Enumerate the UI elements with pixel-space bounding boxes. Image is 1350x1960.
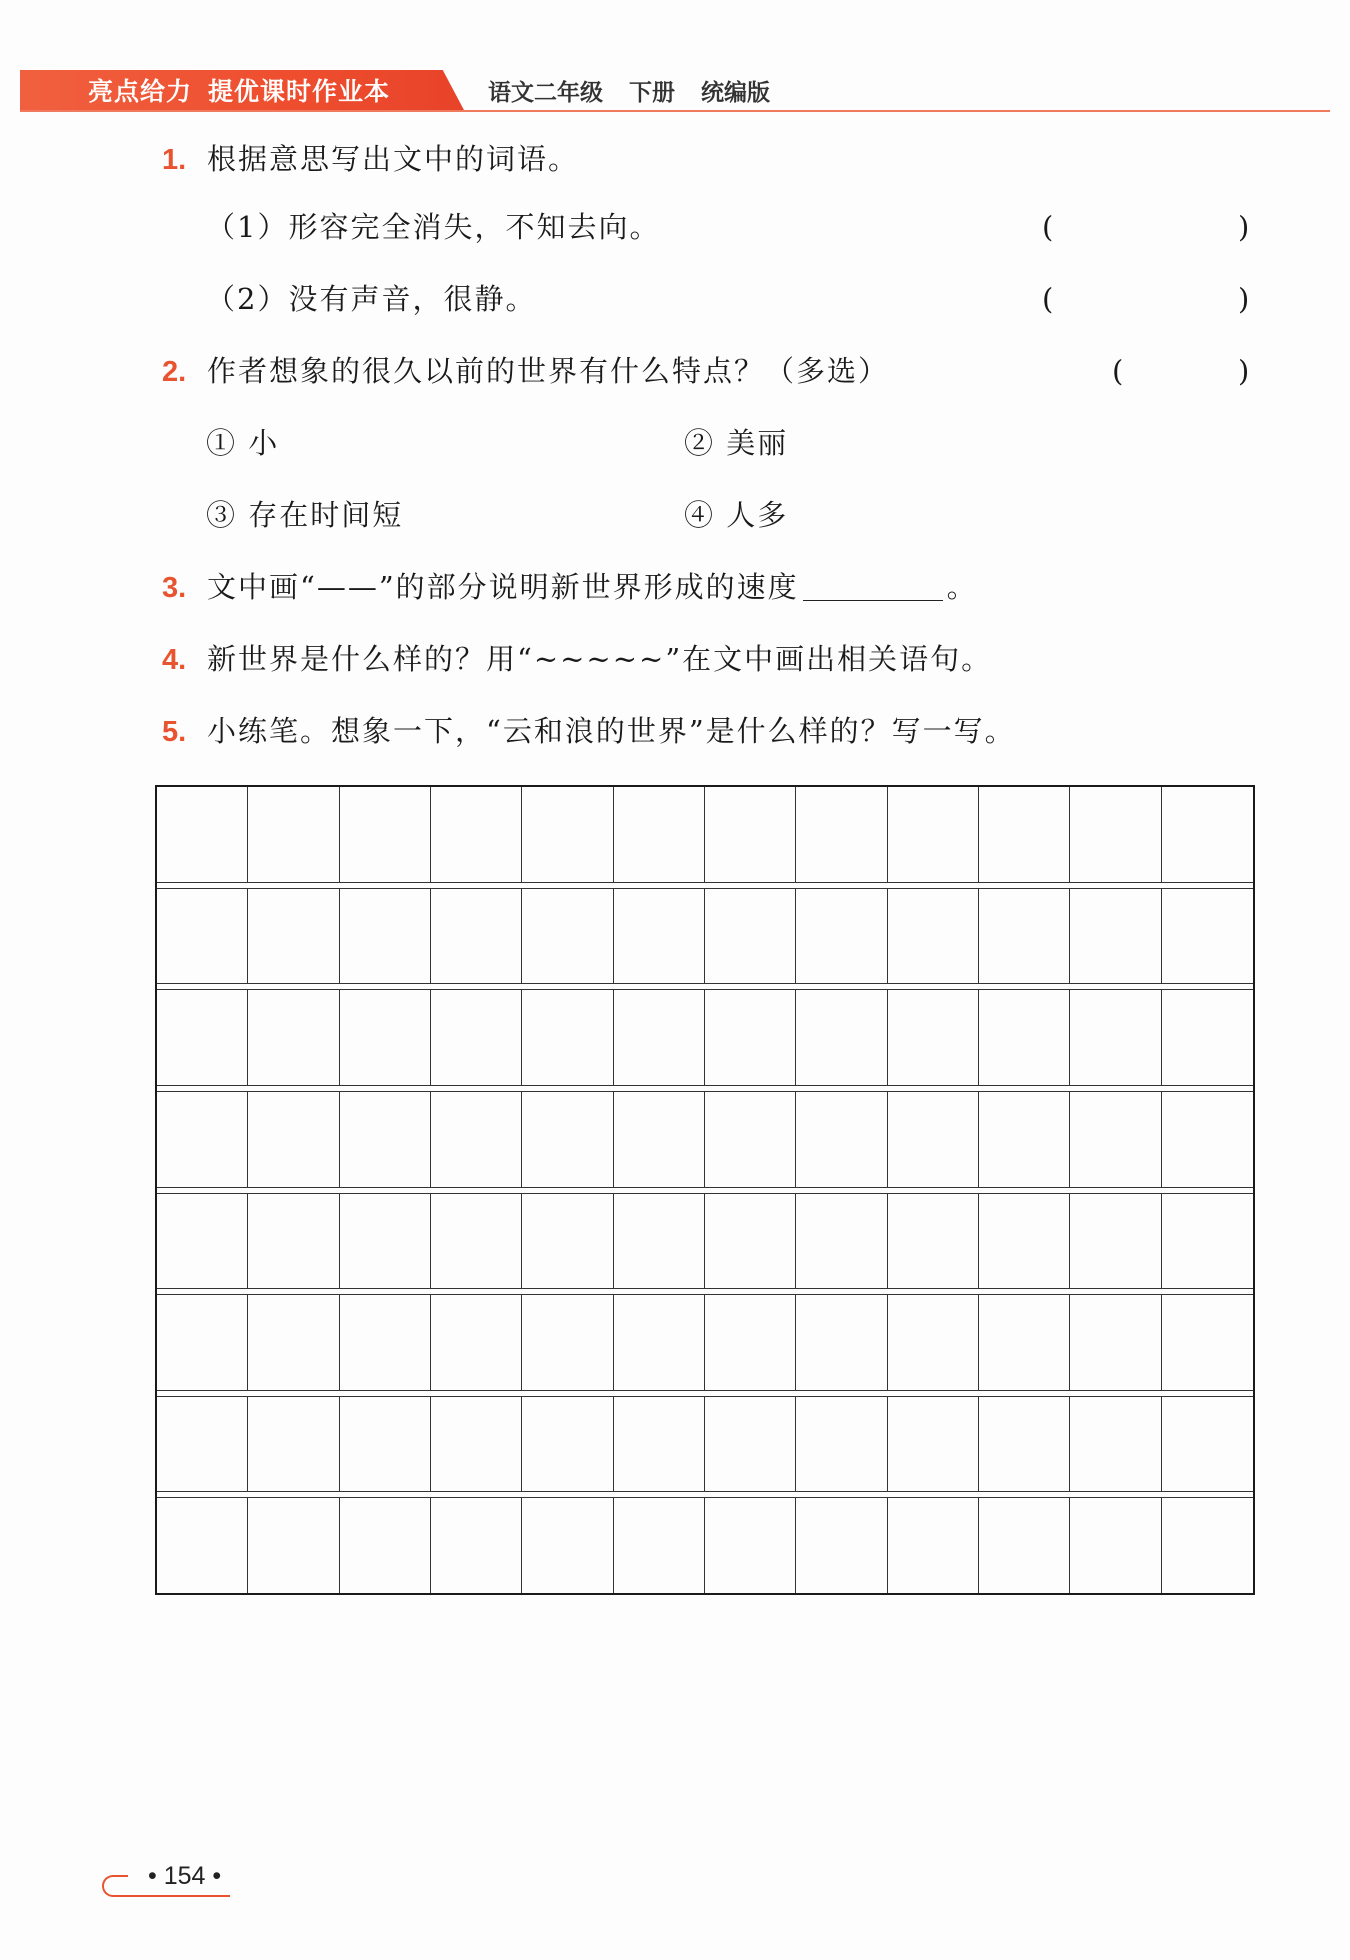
grid-row-separator — [157, 983, 1253, 990]
grid-cell[interactable] — [248, 889, 339, 984]
grid-cell[interactable] — [705, 787, 796, 882]
option-text: 人多 — [726, 498, 789, 532]
option-text: 存在时间短 — [248, 498, 404, 532]
grid-cell[interactable] — [1162, 1397, 1253, 1492]
grid-cell[interactable] — [248, 1498, 339, 1593]
grid-cell[interactable] — [431, 1092, 522, 1187]
grid-cell[interactable] — [705, 1295, 796, 1390]
grid-row — [157, 1397, 1253, 1492]
option-mark: ② — [684, 426, 716, 460]
grid-cell[interactable] — [705, 1092, 796, 1187]
grid-cell[interactable] — [614, 889, 705, 984]
grid-cell[interactable] — [522, 1194, 613, 1289]
writing-grid[interactable] — [155, 785, 1255, 1595]
question-text: 作者想象的很久以前的世界有什么特点？（多选） — [207, 354, 890, 388]
grid-row — [157, 1295, 1253, 1390]
grid-cell[interactable] — [888, 889, 979, 984]
grid-cell[interactable] — [157, 1194, 248, 1289]
grid-cell[interactable] — [888, 1295, 979, 1390]
grid-cell[interactable] — [248, 990, 339, 1085]
grid-cell[interactable] — [157, 1397, 248, 1492]
option-mark: ④ — [684, 498, 716, 532]
grid-row — [157, 787, 1253, 882]
grid-cell[interactable] — [522, 1498, 613, 1593]
grid-cell[interactable] — [705, 1397, 796, 1492]
grid-cell[interactable] — [248, 1397, 339, 1492]
q2-option-3 — [206, 493, 403, 537]
question-text: 小练笔。想象一下，“云和浪的世界”是什么样的？写一写。 — [207, 714, 1016, 748]
grid-cell[interactable] — [796, 1092, 887, 1187]
grid-cell[interactable] — [1162, 990, 1253, 1085]
grid-cell[interactable] — [431, 1295, 522, 1390]
grid-cell[interactable] — [888, 1498, 979, 1593]
answer-blank[interactable] — [803, 570, 943, 601]
page-number: • 154 • — [148, 1862, 222, 1890]
grid-cell[interactable] — [431, 1397, 522, 1492]
option-text: 美丽 — [726, 426, 789, 460]
grid-cell[interactable] — [979, 1397, 1070, 1492]
q1-item-2 — [206, 277, 536, 321]
grid-cell[interactable] — [796, 787, 887, 882]
header-brand — [88, 74, 390, 110]
grid-cell[interactable] — [1162, 1295, 1253, 1390]
answer-paren-close: ) — [1238, 282, 1250, 316]
grid-cell[interactable] — [522, 1092, 613, 1187]
question-text: 根据意思写出文中的词语。 — [207, 142, 580, 176]
q2-option-2 — [684, 421, 788, 465]
option-mark: ③ — [206, 498, 238, 532]
grid-cell[interactable] — [157, 1498, 248, 1593]
grid-cell[interactable] — [340, 1194, 431, 1289]
grid-row — [157, 990, 1253, 1085]
grid-cell[interactable] — [888, 787, 979, 882]
q2-option-1 — [206, 421, 279, 465]
question-number: 5. — [162, 716, 187, 748]
grid-cell[interactable] — [1070, 1397, 1161, 1492]
answer-paren-open: ( — [1042, 210, 1054, 244]
grid-cell[interactable] — [340, 787, 431, 882]
grid-cell[interactable] — [614, 990, 705, 1085]
grid-row-separator — [157, 1390, 1253, 1397]
question-number: 4. — [162, 644, 187, 676]
grid-cell[interactable] — [157, 990, 248, 1085]
answer-paren-open: ( — [1042, 282, 1054, 316]
grid-cell[interactable] — [614, 1092, 705, 1187]
grid-cell[interactable] — [614, 1194, 705, 1289]
question-5 — [162, 709, 1016, 753]
grid-cell[interactable] — [157, 787, 248, 882]
grid-cell[interactable] — [1070, 787, 1161, 882]
grid-cell[interactable] — [796, 1397, 887, 1492]
grid-cell[interactable] — [522, 1397, 613, 1492]
grid-row-separator — [157, 1085, 1253, 1092]
grid-cell[interactable] — [1070, 1295, 1161, 1390]
grid-cell[interactable] — [248, 1194, 339, 1289]
option-text: 小 — [248, 426, 280, 460]
grid-cell[interactable] — [1162, 1194, 1253, 1289]
series-name: 提优课时作业本 — [208, 78, 391, 106]
option-mark: ① — [206, 426, 238, 460]
question-text: 文中画“——”的部分说明新世界形成的速度 — [207, 570, 799, 604]
volume: 下册 — [629, 79, 675, 105]
grid-cell[interactable] — [1070, 990, 1161, 1085]
grid-cell[interactable] — [522, 990, 613, 1085]
grid-cell[interactable] — [979, 889, 1070, 984]
item-text: 没有声音，很静。 — [288, 282, 537, 316]
grid-cell[interactable] — [1070, 889, 1161, 984]
grid-cell[interactable] — [796, 1194, 887, 1289]
grid-cell[interactable] — [705, 889, 796, 984]
grid-cell[interactable] — [979, 787, 1070, 882]
grid-row — [157, 1092, 1253, 1187]
header-divider — [20, 110, 1330, 112]
grid-cell[interactable] — [614, 787, 705, 882]
question-2 — [162, 349, 889, 393]
page-number-decoration — [102, 1875, 128, 1897]
grid-cell[interactable] — [340, 1498, 431, 1593]
grid-cell[interactable] — [888, 1194, 979, 1289]
page-number-underline — [114, 1895, 230, 1897]
subject-grade: 语文二年级 — [488, 79, 603, 105]
grid-cell[interactable] — [522, 1295, 613, 1390]
grid-cell[interactable] — [522, 889, 613, 984]
grid-cell[interactable] — [979, 1194, 1070, 1289]
question-text-end: 。 — [946, 570, 978, 604]
grid-cell[interactable] — [431, 1498, 522, 1593]
answer-paren-close: ) — [1238, 354, 1250, 388]
item-label: （2） — [206, 282, 289, 316]
grid-cell[interactable] — [796, 1295, 887, 1390]
grid-cell[interactable] — [340, 1397, 431, 1492]
grid-cell[interactable] — [796, 1498, 887, 1593]
question-text: 新世界是什么样的？用“~~~~~”在文中画出相关语句。 — [207, 642, 993, 676]
grid-row — [157, 1498, 1253, 1593]
question-1 — [162, 137, 579, 181]
item-text: 形容完全消失，不知去向。 — [288, 210, 661, 244]
grid-cell[interactable] — [248, 1295, 339, 1390]
header-subject — [488, 74, 796, 110]
question-number: 2. — [162, 356, 187, 388]
grid-cell[interactable] — [431, 787, 522, 882]
grid-cell[interactable] — [340, 1092, 431, 1187]
grid-cell[interactable] — [614, 1397, 705, 1492]
grid-row-separator — [157, 882, 1253, 889]
grid-row — [157, 889, 1253, 984]
grid-cell[interactable] — [614, 1498, 705, 1593]
answer-paren-close: ) — [1238, 210, 1250, 244]
grid-cell[interactable] — [340, 1295, 431, 1390]
question-4 — [162, 637, 992, 681]
grid-cell[interactable] — [248, 1092, 339, 1187]
grid-cell[interactable] — [1162, 787, 1253, 882]
grid-row-separator — [157, 1288, 1253, 1295]
grid-cell[interactable] — [796, 990, 887, 1085]
grid-cell[interactable] — [888, 1092, 979, 1187]
q1-item-1 — [206, 205, 660, 249]
edition: 统编版 — [701, 79, 770, 105]
grid-cell[interactable] — [888, 990, 979, 1085]
grid-cell[interactable] — [522, 787, 613, 882]
question-3 — [162, 565, 978, 609]
grid-cell[interactable] — [705, 1498, 796, 1593]
grid-cell[interactable] — [979, 1498, 1070, 1593]
grid-cell[interactable] — [705, 1194, 796, 1289]
grid-cell[interactable] — [340, 889, 431, 984]
grid-cell[interactable] — [157, 889, 248, 984]
grid-cell[interactable] — [1070, 1498, 1161, 1593]
grid-cell[interactable] — [248, 787, 339, 882]
grid-cell[interactable] — [157, 1092, 248, 1187]
grid-cell[interactable] — [1070, 1092, 1161, 1187]
grid-cell[interactable] — [1162, 1092, 1253, 1187]
grid-cell[interactable] — [431, 990, 522, 1085]
grid-row-separator — [157, 1491, 1253, 1498]
grid-cell[interactable] — [614, 1295, 705, 1390]
grid-row-separator — [157, 1187, 1253, 1194]
grid-cell[interactable] — [157, 1295, 248, 1390]
grid-cell[interactable] — [431, 889, 522, 984]
question-number: 1. — [162, 144, 187, 176]
grid-cell[interactable] — [340, 990, 431, 1085]
grid-cell[interactable] — [1070, 1194, 1161, 1289]
grid-cell[interactable] — [979, 1092, 1070, 1187]
grid-cell[interactable] — [796, 889, 887, 984]
grid-cell[interactable] — [888, 1397, 979, 1492]
grid-cell[interactable] — [979, 1295, 1070, 1390]
question-number: 3. — [162, 572, 187, 604]
grid-cell[interactable] — [979, 990, 1070, 1085]
grid-row — [157, 1194, 1253, 1289]
brand-name: 亮点给力 — [88, 78, 193, 106]
answer-paren-open: ( — [1112, 354, 1124, 388]
grid-cell[interactable] — [1162, 1498, 1253, 1593]
item-label: （1） — [206, 210, 289, 244]
grid-cell[interactable] — [431, 1194, 522, 1289]
grid-cell[interactable] — [1162, 889, 1253, 984]
grid-cell[interactable] — [705, 990, 796, 1085]
q2-option-4 — [684, 493, 788, 537]
